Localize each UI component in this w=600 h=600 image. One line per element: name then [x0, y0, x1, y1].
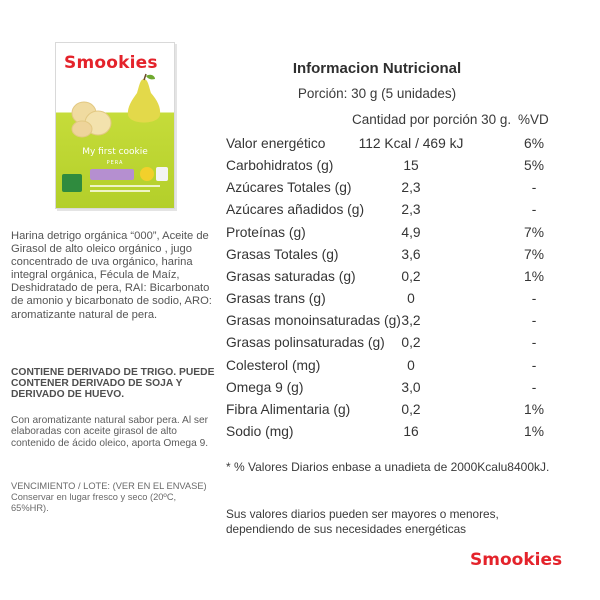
nutrient-name: Fibra Alimentaria (g) [226, 401, 351, 417]
nutrition-portion: Porción: 30 g (5 unidades) [297, 86, 457, 101]
nutrient-quantity: 3,2 [401, 313, 421, 329]
box-flavor: PERA [106, 160, 124, 166]
box-brand-logo: Smookies [64, 53, 158, 73]
table-row [226, 313, 566, 335]
nutrient-quantity: 0 [407, 357, 415, 373]
nutrient-quantity: 2,3 [401, 180, 421, 196]
organic-seal-icon [62, 174, 82, 192]
certification-icon [156, 167, 168, 181]
nutrient-name: Grasas monoinsaturadas (g) [226, 313, 401, 329]
nutrient-vd: - [531, 379, 537, 395]
table-row [226, 180, 566, 202]
nutrient-vd: 7% [524, 224, 544, 240]
nutrient-quantity: 2,3 [401, 202, 421, 218]
nutrition-title: Informacion Nutricional [292, 60, 462, 77]
nutrient-name: Azúcares Totales (g) [226, 180, 352, 196]
nutrient-name: Carbohidratos (g) [226, 158, 334, 174]
nutrient-vd: 5% [524, 158, 544, 174]
table-row [226, 358, 566, 380]
nutrient-name: Grasas trans (g) [226, 291, 326, 307]
nutrient-quantity: 15 [403, 158, 419, 174]
table-row [226, 424, 566, 446]
nutrient-quantity: 0,2 [401, 401, 421, 417]
product-box-image [55, 42, 175, 210]
ingredients-text: Harina detrigo orgánica “000”, Aceite de Girasol de alto oleico orgánico , jugo concentrado de uva orgánico, harina integral orgánica, Fécula de Maíz, Deshidratado de pera, RAI: Bicarbonato de amonio y bicarbonato de sodio, ARO: aromatizante natural de pera. [11, 230, 212, 321]
nutrient-vd: 1% [524, 423, 544, 439]
table-row [226, 247, 566, 269]
box-fine-print [90, 185, 160, 187]
nutrient-vd: - [531, 357, 537, 373]
table-row [226, 269, 566, 291]
nutrient-vd: - [531, 313, 537, 329]
storage-info: VENCIMIENTO / LOTE: (VER EN EL ENVASE) Conservar en lugar fresco y seco (20ºC, 65%HR). [11, 481, 207, 514]
seal-icon [140, 167, 154, 181]
nutrient-name: Valor energético [226, 136, 326, 151]
table-row [226, 202, 566, 224]
cookies-icon [70, 99, 116, 139]
table-row [226, 136, 566, 158]
table-row [226, 158, 566, 180]
nutrient-name: Colesterol (mg) [226, 357, 321, 373]
column-header-vd: %VD [518, 112, 549, 127]
nutrient-vd: 7% [524, 246, 544, 262]
column-header-quantity: Cantidad por porción 30 g. [352, 112, 512, 127]
product-note: Con aromatizante natural sabor pera. Al ser elaboradas con aceite girasol de alto contenido de ácido oleico, aporta Omega 9. [11, 415, 209, 449]
nutrition-disclaimer: Sus valores diarios pueden ser mayores o menores, dependiendo de sus necesidades energéticas [226, 507, 499, 536]
nutrient-name: Grasas Totales (g) [226, 246, 339, 262]
table-row [226, 291, 566, 313]
nutrient-name: Proteínas (g) [226, 224, 306, 240]
nutrient-vd: - [531, 335, 537, 351]
nutrient-vd: 6% [524, 136, 544, 151]
table-row [226, 225, 566, 247]
nutrient-quantity: 0,2 [401, 335, 421, 351]
nutrient-vd: - [531, 202, 537, 218]
nutrient-quantity: 4,9 [401, 224, 421, 240]
nutrient-name: Azúcares añadidos (g) [226, 202, 365, 218]
nutrient-quantity: 0,2 [401, 268, 421, 284]
nutrient-vd: 1% [524, 268, 544, 284]
nutrient-name: Omega 9 (g) [226, 379, 304, 395]
nutrient-vd: - [531, 180, 537, 196]
nutrient-quantity: 3,0 [401, 379, 421, 395]
footer-brand-logo: Smookies [470, 550, 563, 570]
nutrient-quantity: 3,6 [401, 246, 421, 262]
nutrient-quantity: 0 [407, 291, 415, 307]
nutrient-vd: 1% [524, 401, 544, 417]
nutrition-footnote: * % Valores Diarios enbase a unadieta de 2000Kcalu8400kJ. [226, 460, 550, 474]
table-row [226, 402, 566, 424]
pear-icon [124, 73, 164, 127]
nutrient-name: Grasas polinsaturadas (g) [226, 335, 385, 351]
nutrient-quantity: 112 Kcal / 469 kJ [358, 136, 464, 151]
nutrient-name: Grasas saturadas (g) [226, 268, 356, 284]
nutrient-name: Sodio (mg) [226, 423, 294, 439]
box-badge [90, 169, 134, 180]
product-box-front [55, 42, 175, 209]
allergen-warning: CONTIENE DERIVADO DE TRIGO. PUEDE CONTENER DERIVADO DE SOJA Y DERIVADO DE HUEVO. [11, 367, 215, 401]
nutrient-quantity: 16 [403, 423, 419, 439]
box-fine-print [90, 190, 150, 192]
nutrient-vd: - [531, 291, 537, 307]
box-subtitle: My first cookie [82, 147, 148, 157]
table-row [226, 380, 566, 402]
table-row [226, 335, 566, 357]
